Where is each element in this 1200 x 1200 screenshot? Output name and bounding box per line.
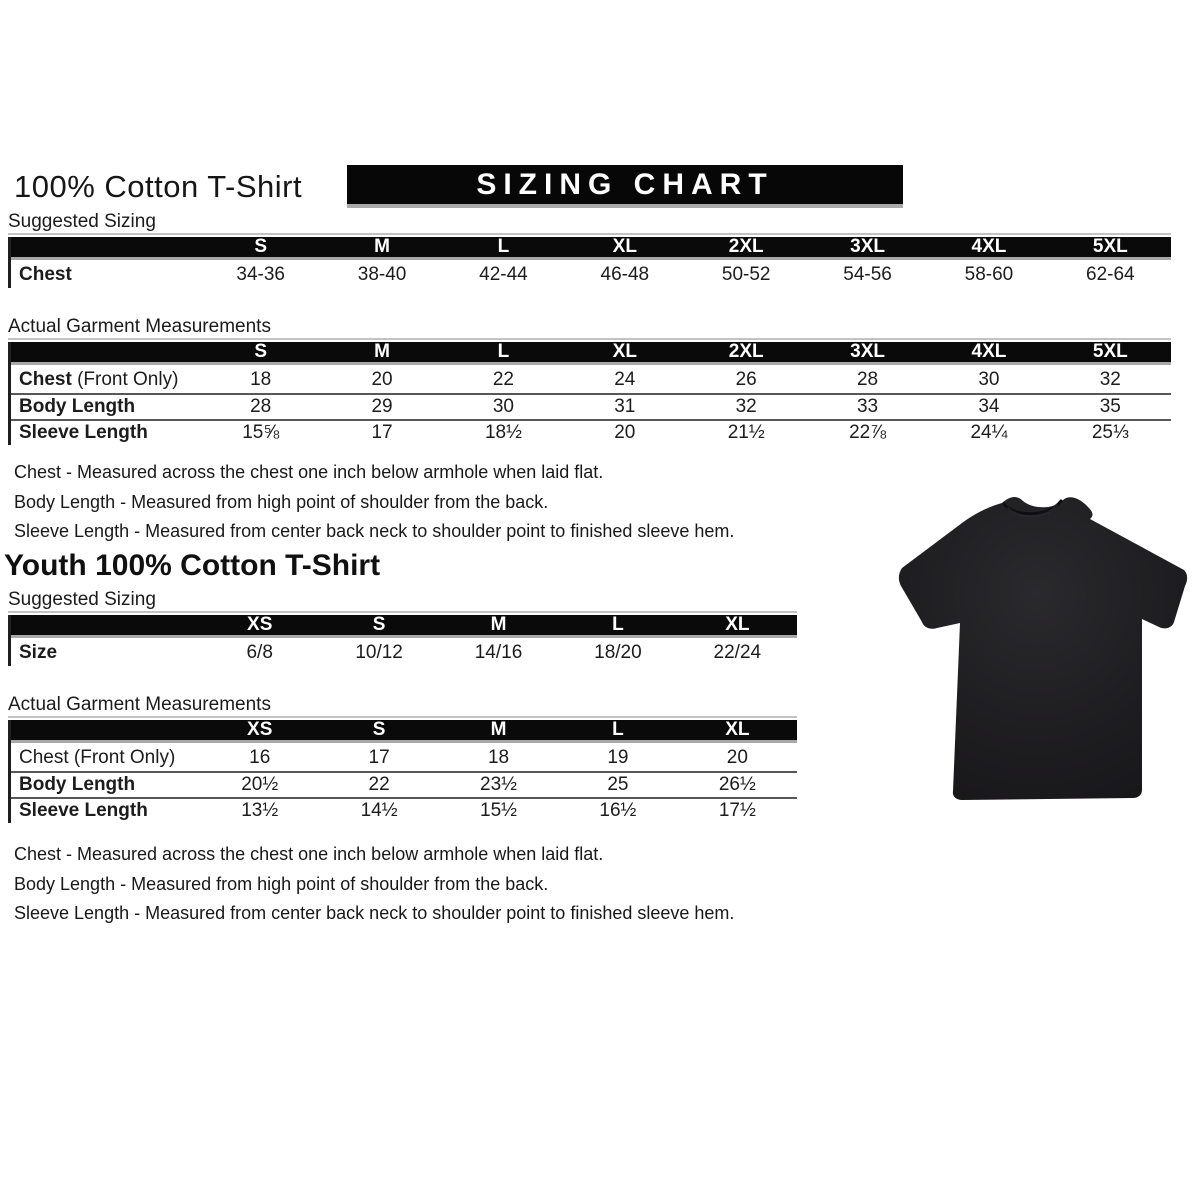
note-sleeve-length: Sleeve Length - Measured from center back neck to shoulder point to finished sleeve hem. — [14, 903, 735, 923]
cell-value: 16 — [249, 747, 271, 768]
cell-value: 21½ — [727, 422, 765, 443]
youth-measurement-notes — [14, 840, 734, 929]
cell-value: 18½ — [484, 422, 522, 443]
cell-value: 20 — [614, 422, 636, 443]
cell-value: 38-40 — [357, 264, 407, 285]
size-col-header: XL — [612, 341, 637, 362]
youth-actual-measurements-table — [8, 716, 797, 823]
cell-value: 23½ — [480, 774, 517, 795]
size-col-header: XL — [725, 614, 750, 635]
cell-value: 34 — [978, 396, 1000, 417]
youth-actual-measurements-label: Actual Garment Measurements — [8, 694, 271, 715]
cell-value: 34-36 — [236, 264, 285, 285]
size-col-header: M — [374, 341, 390, 362]
cell-value: 33 — [856, 396, 879, 417]
row-label: Size — [19, 642, 58, 663]
row-label: Body Length — [19, 774, 136, 795]
table-row — [11, 262, 1171, 288]
table-row-sleeve-length — [11, 419, 1171, 445]
cell-value: 18/20 — [594, 642, 642, 663]
cell-value: 20 — [726, 747, 748, 768]
row-label: Chest (Front Only) — [19, 369, 179, 390]
cell-value: 20 — [371, 369, 393, 390]
size-col-header: L — [497, 341, 510, 362]
size-col-header: L — [612, 719, 624, 740]
note-sleeve-length: Sleeve Length - Measured from center back neck to shoulder point to finished sleeve hem. — [14, 521, 735, 541]
size-col-header: S — [254, 236, 268, 257]
size-col-header: M — [490, 614, 507, 635]
youth-suggested-sizing-label: Suggested Sizing — [8, 589, 156, 610]
table-row-chest — [11, 367, 1171, 393]
cell-value: 6/8 — [246, 642, 273, 663]
banner-label: SIZING CHART — [476, 167, 774, 201]
cell-value: 22/24 — [713, 642, 762, 663]
adult-measurement-notes — [14, 458, 734, 547]
cell-value: 20½ — [241, 774, 279, 795]
size-col-header: S — [372, 614, 386, 635]
adult-suggested-sizing-label: Suggested Sizing — [8, 211, 156, 232]
cell-value: 26½ — [718, 774, 756, 795]
size-col-header: M — [374, 236, 390, 257]
table-header-row — [11, 720, 797, 743]
table-header-row — [11, 237, 1171, 260]
cell-value: 58-60 — [964, 264, 1014, 285]
size-col-header: XL — [612, 236, 637, 257]
cell-value: 54-56 — [843, 264, 892, 285]
note-chest: Chest - Measured across the chest one inch below armhole when laid flat. — [14, 844, 604, 864]
page-title: 100% Cotton T-Shirt — [14, 169, 303, 204]
cell-value: 30 — [978, 369, 1000, 390]
cell-value: 28 — [250, 396, 272, 417]
size-col-header: M — [490, 719, 507, 740]
cell-value: 31 — [614, 396, 636, 417]
cell-value: 24¼ — [970, 422, 1008, 443]
size-col-header: 4XL — [971, 341, 1007, 362]
cell-value: 32 — [1099, 369, 1121, 390]
cell-value: 50-52 — [721, 264, 771, 285]
note-body-length: Body Length - Measured from high point of shoulder from the back. — [14, 491, 549, 512]
size-col-header: XS — [247, 614, 273, 635]
row-label: Body Length — [19, 396, 136, 417]
size-col-header: XS — [247, 719, 273, 740]
table-row-body-length — [11, 771, 797, 797]
cell-value: 30 — [492, 396, 514, 417]
cell-value: 16½ — [599, 800, 637, 821]
cell-value: 28 — [856, 369, 879, 390]
cell-value: 25⅓ — [1091, 422, 1129, 443]
cell-value: 17 — [371, 422, 393, 443]
cell-value: 35 — [1099, 396, 1121, 417]
sizing-chart-banner — [347, 165, 903, 208]
cell-value: 14/16 — [474, 642, 523, 663]
cell-value: 17½ — [718, 800, 756, 821]
cell-value: 42-44 — [479, 264, 528, 285]
adult-actual-measurements-table — [8, 338, 1171, 445]
youth-suggested-sizing-table — [8, 611, 797, 666]
cell-value: 13½ — [241, 800, 279, 821]
youth-section-title: Youth 100% Cotton T-Shirt — [4, 549, 381, 582]
size-col-header: 2XL — [728, 236, 764, 257]
note-body-length: Body Length - Measured from high point of shoulder from the back. — [14, 873, 549, 894]
cell-value: 18 — [250, 369, 272, 390]
table-header-row — [11, 342, 1171, 365]
size-col-header: 2XL — [728, 341, 764, 362]
size-col-header: S — [372, 719, 386, 740]
size-col-header: L — [497, 236, 510, 257]
size-col-header: S — [254, 341, 268, 362]
size-col-header: L — [612, 614, 624, 635]
size-col-header: 4XL — [971, 236, 1007, 257]
cell-value: 14½ — [360, 800, 398, 821]
cell-value: 32 — [735, 396, 757, 417]
cell-value: 46-48 — [600, 264, 650, 285]
table-row-size — [11, 640, 797, 666]
table-row-body-length — [11, 393, 1171, 419]
size-col-header: 3XL — [850, 236, 885, 257]
cell-value: 15⅝ — [242, 422, 280, 443]
table-row-sleeve-length — [11, 797, 797, 823]
cell-value: 19 — [607, 747, 629, 768]
row-label: Sleeve Length — [19, 800, 148, 821]
cell-value: 18 — [487, 747, 510, 768]
cell-value: 22⅞ — [849, 422, 887, 443]
cell-value: 24 — [614, 369, 636, 390]
table-row-chest — [11, 745, 797, 771]
cell-value: 15½ — [480, 800, 517, 821]
row-label: Chest (Front Only) — [19, 747, 176, 768]
tshirt-silhouette — [898, 492, 1188, 804]
adult-suggested-sizing-table — [8, 233, 1171, 288]
cell-value: 17 — [368, 747, 390, 768]
row-label: Sleeve Length — [19, 422, 148, 443]
note-chest: Chest - Measured across the chest one inch below armhole when laid flat. — [14, 462, 604, 482]
row-label: Chest — [19, 264, 72, 285]
cell-value: 62-64 — [1086, 264, 1135, 285]
size-col-header: 3XL — [850, 341, 885, 362]
cell-value: 22 — [368, 774, 390, 795]
black-tshirt-image — [898, 492, 1188, 804]
size-col-header: 5XL — [1092, 236, 1128, 257]
cell-value: 29 — [371, 396, 393, 417]
cell-value: 10/12 — [355, 642, 403, 663]
size-col-header: 5XL — [1092, 341, 1128, 362]
table-header-row — [11, 615, 797, 638]
adult-actual-measurements-label: Actual Garment Measurements — [8, 316, 271, 337]
cell-value: 25 — [607, 774, 629, 795]
size-col-header: XL — [725, 719, 750, 740]
cell-value: 22 — [492, 369, 514, 390]
cell-value: 26 — [735, 369, 757, 390]
